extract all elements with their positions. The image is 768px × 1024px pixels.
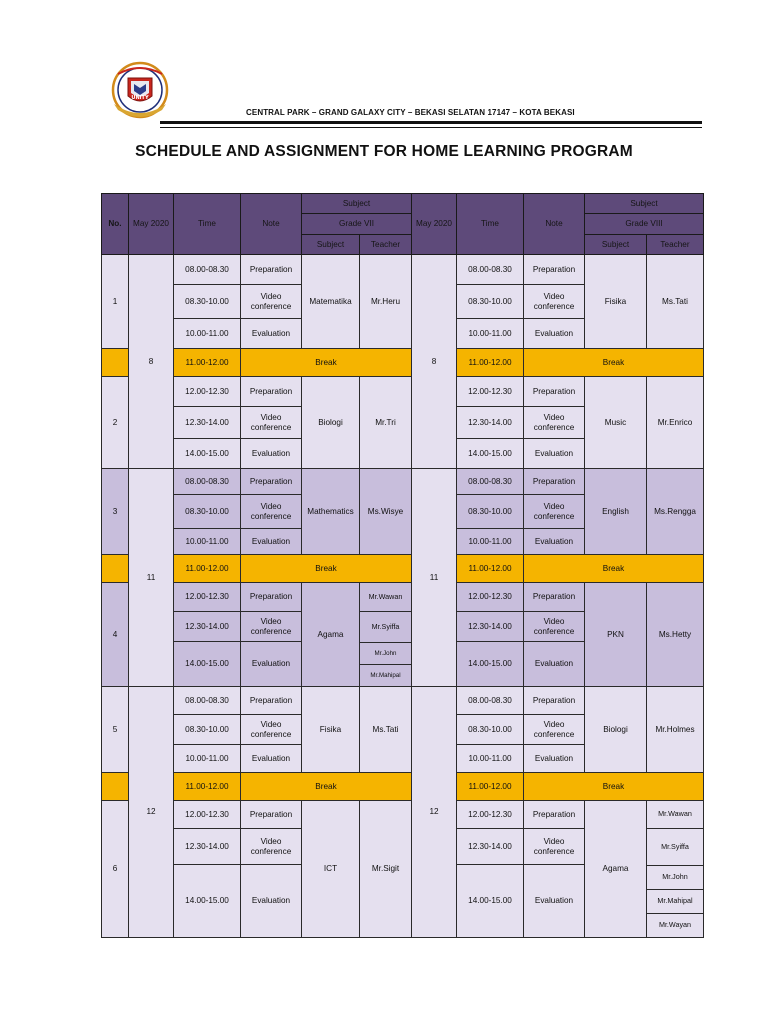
teacher-cell: Mr.John — [647, 866, 704, 890]
time-cell: 12.00-12.30 — [174, 377, 241, 407]
note-cell: Video conference — [524, 612, 585, 642]
teacher-cell: Mr.John — [360, 643, 412, 665]
subject-cell: Biologi — [585, 687, 647, 773]
note-cell: Evaluation — [241, 745, 302, 773]
table-row — [102, 583, 704, 612]
time-cell: 08.30-10.00 — [457, 285, 524, 319]
note-cell: Video conference — [241, 612, 302, 642]
note-cell: Evaluation — [524, 642, 585, 687]
teacher-cell: Mr.Wawan — [360, 583, 412, 612]
time-cell: 10.00-11.00 — [457, 319, 524, 349]
note-cell: Video conference — [524, 285, 585, 319]
break-row — [102, 773, 704, 801]
note-cell: Preparation — [241, 377, 302, 407]
time-cell: 14.00-15.00 — [457, 439, 524, 469]
note-cell: Preparation — [241, 255, 302, 285]
time-cell: 12.00-12.30 — [174, 583, 241, 612]
row-number: 3 — [102, 469, 129, 555]
time-cell: 08.30-10.00 — [174, 285, 241, 319]
subject-header: Subject — [585, 194, 704, 214]
note-cell: Preparation — [241, 583, 302, 612]
sub-teacher-header: Teacher — [647, 235, 704, 255]
date-cell: 8 — [412, 255, 457, 469]
time-cell: 10.00-11.00 — [174, 529, 241, 555]
note-cell: Preparation — [241, 469, 302, 495]
note-cell: Evaluation — [524, 865, 585, 938]
break-time-cell: 11.00-12.00 — [174, 349, 241, 377]
subject-cell: Music — [585, 377, 647, 469]
break-number-cell — [102, 349, 129, 377]
note-cell: Preparation — [524, 469, 585, 495]
note-cell: Preparation — [241, 687, 302, 715]
time-cell: 14.00-15.00 — [174, 439, 241, 469]
subject-cell: Biologi — [302, 377, 360, 469]
note-cell: Preparation — [524, 255, 585, 285]
teacher-cell: Ms.Rengga — [647, 469, 704, 555]
row-number: 4 — [102, 583, 129, 687]
col-note-header: Note — [524, 194, 585, 255]
schedule-table — [101, 193, 704, 938]
teacher-cell: Mr.Syiffa — [360, 612, 412, 643]
subject-cell: Matematika — [302, 255, 360, 349]
teacher-cell: Mr.Tri — [360, 377, 412, 469]
sub-teacher-header: Teacher — [360, 235, 412, 255]
time-cell: 08.00-08.30 — [174, 687, 241, 715]
time-cell: 12.00-12.30 — [457, 377, 524, 407]
subject-cell: Agama — [585, 801, 647, 938]
time-cell: 08.00-08.30 — [457, 469, 524, 495]
date-cell: 11 — [412, 469, 457, 687]
subject-header: Subject — [302, 194, 412, 214]
break-time-cell: 11.00-12.00 — [174, 773, 241, 801]
note-cell: Preparation — [524, 687, 585, 715]
time-cell: 12.30-14.00 — [174, 829, 241, 865]
date-cell: 11 — [129, 469, 174, 687]
break-label: Break — [524, 773, 704, 801]
time-cell: 08.30-10.00 — [174, 715, 241, 745]
time-cell: 12.00-12.30 — [457, 801, 524, 829]
time-cell: 10.00-11.00 — [174, 745, 241, 773]
grade-vii-header: Grade VII — [302, 214, 412, 235]
note-cell: Evaluation — [524, 745, 585, 773]
subject-cell: Fisika — [302, 687, 360, 773]
break-time-cell: 11.00-12.00 — [457, 349, 524, 377]
note-cell: Video conference — [524, 715, 585, 745]
date-cell: 12 — [412, 687, 457, 938]
teacher-cell: Ms.Tati — [360, 687, 412, 773]
time-cell: 12.00-12.30 — [174, 801, 241, 829]
school-address: CENTRAL PARK – GRAND GALAXY CITY – BEKASI SELATAN 17147 – KOTA BEKASI — [246, 108, 575, 117]
time-cell: 08.00-08.30 — [174, 255, 241, 285]
time-cell: 14.00-15.00 — [174, 865, 241, 938]
time-cell: 08.00-08.30 — [457, 255, 524, 285]
teacher-cell: Mr.Sigit — [360, 801, 412, 938]
note-cell: Evaluation — [241, 865, 302, 938]
time-cell: 10.00-11.00 — [457, 529, 524, 555]
time-cell: 10.00-11.00 — [174, 319, 241, 349]
table-row — [102, 255, 704, 285]
note-cell: Evaluation — [241, 319, 302, 349]
time-cell: 08.30-10.00 — [457, 715, 524, 745]
note-cell: Evaluation — [241, 529, 302, 555]
date-cell: 12 — [129, 687, 174, 938]
row-number: 1 — [102, 255, 129, 349]
break-label: Break — [241, 773, 412, 801]
note-cell: Video conference — [524, 495, 585, 529]
break-number-cell — [102, 773, 129, 801]
teacher-cell: Ms.Tati — [647, 255, 704, 349]
sub-subject-header: Subject — [302, 235, 360, 255]
time-cell: 12.30-14.00 — [174, 407, 241, 439]
teacher-cell: Mr.Enrico — [647, 377, 704, 469]
note-cell: Evaluation — [241, 642, 302, 687]
subject-cell: Mathematics — [302, 469, 360, 555]
row-number: 5 — [102, 687, 129, 773]
subject-cell: ICT — [302, 801, 360, 938]
col-no-header: No. — [102, 194, 129, 255]
teacher-cell: Mr.Heru — [360, 255, 412, 349]
col-time-header: Time — [457, 194, 524, 255]
col-note-header: Note — [241, 194, 302, 255]
break-row — [102, 349, 704, 377]
time-cell: 12.30-14.00 — [174, 612, 241, 642]
table-row — [102, 801, 704, 829]
note-cell: Evaluation — [524, 439, 585, 469]
time-cell: 08.30-10.00 — [174, 495, 241, 529]
page-title: SCHEDULE AND ASSIGNMENT FOR HOME LEARNING PROGRAM — [135, 143, 633, 160]
note-cell: Evaluation — [524, 319, 585, 349]
note-cell: Video conference — [241, 285, 302, 319]
note-cell: Preparation — [524, 583, 585, 612]
break-label: Break — [241, 349, 412, 377]
note-cell: Video conference — [241, 407, 302, 439]
time-cell: 10.00-11.00 — [457, 745, 524, 773]
logo-text: UNITY — [131, 95, 149, 101]
break-time-cell: 11.00-12.00 — [457, 555, 524, 583]
note-cell: Preparation — [241, 801, 302, 829]
teacher-cell: Ms.Wisye — [360, 469, 412, 555]
time-cell: 12.30-14.00 — [457, 612, 524, 642]
time-cell: 08.00-08.30 — [174, 469, 241, 495]
note-cell: Evaluation — [241, 439, 302, 469]
break-label: Break — [241, 555, 412, 583]
note-cell: Video conference — [241, 495, 302, 529]
teacher-cell: Mr.Mahipal — [360, 665, 412, 687]
row-number: 6 — [102, 801, 129, 938]
header-rule-thick — [160, 121, 702, 124]
col-may-header: May 2020 — [412, 194, 457, 255]
row-number: 2 — [102, 377, 129, 469]
note-cell: Evaluation — [524, 529, 585, 555]
note-cell: Preparation — [524, 801, 585, 829]
header-row — [102, 194, 704, 214]
time-cell: 12.30-14.00 — [457, 829, 524, 865]
break-number-cell — [102, 555, 129, 583]
teacher-cell: Mr.Wawan — [647, 801, 704, 829]
teacher-cell: Ms.Hetty — [647, 583, 704, 687]
note-cell: Preparation — [524, 377, 585, 407]
teacher-cell: Mr.Holmes — [647, 687, 704, 773]
col-may-header: May 2020 — [129, 194, 174, 255]
sub-subject-header: Subject — [585, 235, 647, 255]
subject-cell: Agama — [302, 583, 360, 687]
col-time-header: Time — [174, 194, 241, 255]
grade-viii-header: Grade VIII — [585, 214, 704, 235]
date-cell: 8 — [129, 255, 174, 469]
table-row — [102, 687, 704, 715]
note-cell: Video conference — [241, 829, 302, 865]
time-cell: 14.00-15.00 — [457, 865, 524, 938]
header-rule-thin — [160, 127, 702, 128]
break-label: Break — [524, 555, 704, 583]
time-cell: 14.00-15.00 — [457, 642, 524, 687]
break-time-cell: 11.00-12.00 — [174, 555, 241, 583]
time-cell: 12.00-12.30 — [457, 583, 524, 612]
table-row — [102, 469, 704, 495]
teacher-cell: Mr.Wayan — [647, 914, 704, 938]
school-crest-logo — [108, 60, 172, 122]
subject-cell: Fisika — [585, 255, 647, 349]
teacher-cell: Mr.Syiffa — [647, 829, 704, 866]
note-cell: Video conference — [524, 407, 585, 439]
subject-cell: PKN — [585, 583, 647, 687]
break-row — [102, 555, 704, 583]
break-label: Break — [524, 349, 704, 377]
time-cell: 14.00-15.00 — [174, 642, 241, 687]
time-cell: 12.30-14.00 — [457, 407, 524, 439]
note-cell: Video conference — [241, 715, 302, 745]
table-row — [102, 377, 704, 407]
subject-cell: English — [585, 469, 647, 555]
time-cell: 08.00-08.30 — [457, 687, 524, 715]
teacher-cell: Mr.Mahipal — [647, 890, 704, 914]
time-cell: 08.30-10.00 — [457, 495, 524, 529]
note-cell: Video conference — [524, 829, 585, 865]
break-time-cell: 11.00-12.00 — [457, 773, 524, 801]
